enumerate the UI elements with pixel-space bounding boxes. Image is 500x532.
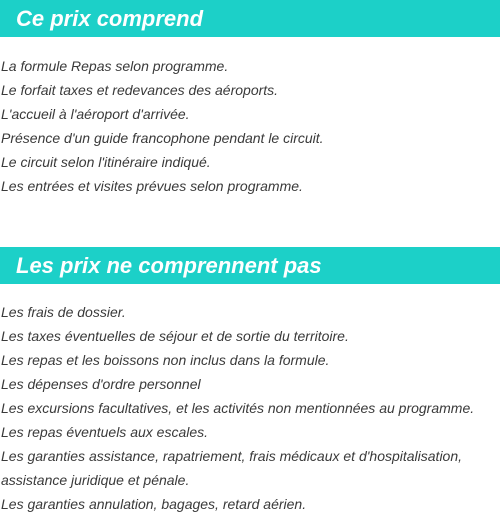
list-item: Les dépenses d'ordre personnel: [1, 376, 201, 392]
included-section-title: Ce prix comprend: [0, 0, 500, 37]
list-item: Les repas éventuels aux escales.: [1, 424, 209, 440]
list-item: La formule Repas selon programme.: [1, 58, 229, 74]
included-list: [1, 54, 499, 198]
list-item: Les excursions facultatives, et les activités non mentionnées au programme.: [1, 400, 475, 416]
list-item: Présence d'un guide francophone pendant le circuit.: [1, 130, 324, 146]
list-item: Les garanties annulation, bagages, retard aérien.: [1, 496, 307, 512]
excluded-list: [1, 300, 499, 516]
list-item: Les repas et les boissons non inclus dans la formule.: [1, 352, 330, 368]
excluded-section-title: Les prix ne comprennent pas: [0, 247, 500, 284]
list-item: assistance juridique et pénale.: [1, 472, 190, 488]
list-item: Le circuit selon l'itinéraire indiqué.: [1, 154, 211, 170]
list-item: Les garanties assistance, rapatriement, frais médicaux et d'hospitalisation,: [1, 448, 463, 464]
list-item: L'accueil à l'aéroport d'arrivée.: [1, 106, 190, 122]
list-item: Les entrées et visites prévues selon programme.: [1, 178, 303, 194]
list-item: Le forfait taxes et redevances des aéroports.: [1, 82, 279, 98]
list-item: Les taxes éventuelles de séjour et de sortie du territoire.: [1, 328, 349, 344]
list-item: Les frais de dossier.: [1, 304, 126, 320]
